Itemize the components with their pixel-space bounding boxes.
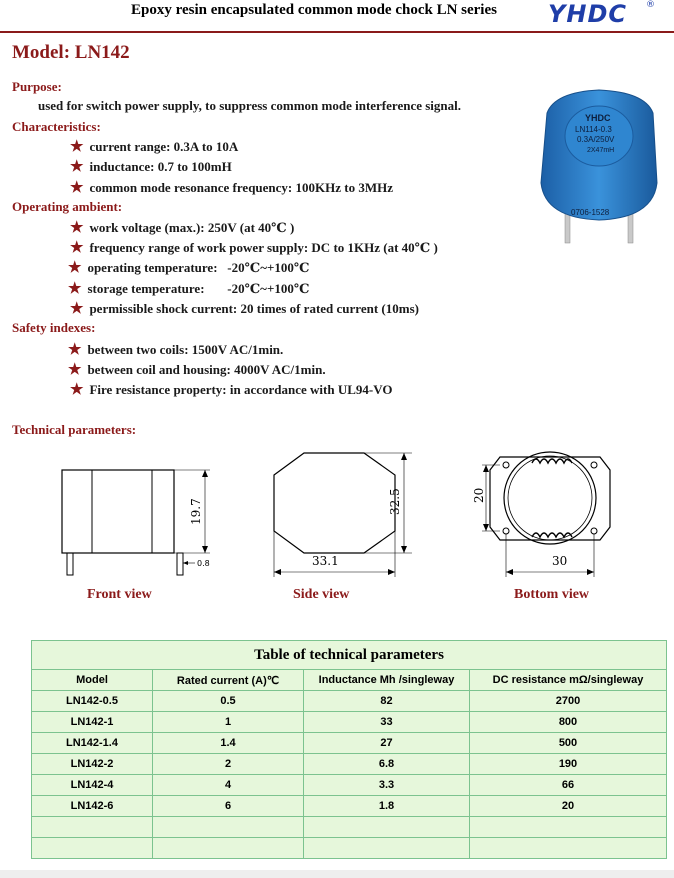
cell-model: LN142-1.4 (32, 733, 153, 754)
star-icon: ★ (70, 159, 84, 175)
bottom-view-caption: Bottom view (514, 587, 590, 602)
cell-current: 2 (153, 754, 304, 775)
photo-date-code: 0706-1528 (571, 208, 610, 217)
cell-resistance: 20 (470, 796, 667, 817)
star-icon: ★ (68, 281, 82, 297)
side-view-caption: Side view (293, 587, 350, 602)
table-row (32, 691, 667, 712)
cell-inductance (304, 817, 470, 838)
cell-resistance: 66 (470, 775, 667, 796)
cell-resistance (470, 817, 667, 838)
operating-heading: Operating ambient: (12, 199, 123, 214)
page-header-title: Epoxy resin encapsulated common mode chock LN series (131, 2, 497, 18)
cell-model: LN142-4 (32, 775, 153, 796)
cell-model (32, 817, 153, 838)
cell-inductance: 27 (304, 733, 470, 754)
column-header: Model (32, 670, 153, 691)
cell-resistance: 2700 (470, 691, 667, 712)
star-icon: ★ (68, 260, 82, 276)
table-row (32, 754, 667, 775)
cell-current: 1.4 (153, 733, 304, 754)
cell-inductance: 6.8 (304, 754, 470, 775)
cell-resistance (470, 838, 667, 859)
characteristics-heading: Characteristics: (12, 119, 101, 134)
list-item: ★ work voltage (max.): 250V (at 40℃ ) (70, 220, 295, 236)
cell-current: 1 (153, 712, 304, 733)
cell-inductance (304, 838, 470, 859)
bottom-width-dimension: 30 (552, 554, 568, 568)
list-item: ★ between coil and housing: 4000V AC/1min. (68, 362, 326, 378)
cell-model: LN142-0.5 (32, 691, 153, 712)
purpose-text: used for switch power supply, to suppress common mode interference signal. (38, 98, 461, 113)
table-row (32, 796, 667, 817)
bottom-height-dimension: 20 (472, 487, 486, 503)
table-row (32, 712, 667, 733)
product-photo (535, 88, 665, 248)
photo-label-rating: 0.3A/250V (577, 135, 615, 144)
model-title: Model: LN142 (12, 42, 130, 63)
purpose-heading: Purpose: (12, 79, 62, 94)
cell-resistance: 190 (470, 754, 667, 775)
star-icon: ★ (70, 180, 84, 196)
star-icon: ★ (68, 362, 82, 378)
list-item: ★ operating temperature: -20℃~+100℃ (68, 260, 310, 276)
front-view-drawing (50, 455, 230, 580)
cell-model: LN142-6 (32, 796, 153, 817)
cell-inductance: 82 (304, 691, 470, 712)
cell-resistance: 500 (470, 733, 667, 754)
safety-heading: Safety indexes: (12, 320, 96, 335)
front-height-dimension: 19.7 (189, 498, 203, 525)
table-row (32, 733, 667, 754)
star-icon: ★ (68, 342, 82, 358)
technical-parameters-table (31, 640, 667, 859)
yhdc-logo: YHDC (548, 0, 627, 28)
list-item: ★ permissible shock current: 20 times of rated current (10ms) (70, 301, 419, 317)
star-icon: ★ (70, 240, 84, 256)
cell-model (32, 838, 153, 859)
cell-inductance: 33 (304, 712, 470, 733)
side-view-drawing (262, 445, 422, 580)
cell-current (153, 838, 304, 859)
list-item: ★ storage temperature: -20℃~+100℃ (68, 281, 310, 297)
table-row (32, 817, 667, 838)
table-header-row (32, 670, 667, 691)
star-icon: ★ (70, 382, 84, 398)
technical-parameters-heading: Technical parameters: (12, 422, 137, 437)
list-item: ★ Fire resistance property: in accordance with UL94-VO (70, 382, 393, 398)
side-height-dimension: 32.5 (388, 488, 402, 515)
star-icon: ★ (70, 301, 84, 317)
list-item: ★ current range: 0.3A to 10A (70, 139, 239, 155)
column-header: DC resistance mΩ/singleway (470, 670, 667, 691)
cell-current: 6 (153, 796, 304, 817)
list-item: ★ between two coils: 1500V AC/1min. (68, 342, 284, 358)
registered-mark: ® (646, 0, 655, 10)
side-width-dimension: 33.1 (312, 554, 339, 568)
star-icon: ★ (70, 220, 84, 236)
list-item: ★ frequency range of work power supply: DC to 1KHz (at 40℃ ) (70, 240, 438, 256)
star-icon: ★ (70, 139, 84, 155)
cell-inductance: 1.8 (304, 796, 470, 817)
table-row (32, 775, 667, 796)
cell-current: 0.5 (153, 691, 304, 712)
list-item: ★ common mode resonance frequency: 100KHz to 3MHz (70, 180, 393, 196)
bottom-view-drawing (470, 445, 630, 580)
bottom-scroll-strip[interactable] (0, 870, 674, 878)
cell-model: LN142-2 (32, 754, 153, 775)
header-divider (0, 31, 674, 33)
front-pin-dimension: 0.8 (197, 559, 210, 568)
column-header: Rated current (A)℃ (153, 670, 304, 691)
cell-inductance: 3.3 (304, 775, 470, 796)
front-view-caption: Front view (87, 587, 152, 602)
photo-label-inductance: 2X47mH (587, 147, 615, 154)
cell-current: 4 (153, 775, 304, 796)
photo-label-brand: YHDC (585, 113, 611, 123)
list-item: ★ inductance: 0.7 to 100mH (70, 159, 232, 175)
cell-model: LN142-1 (32, 712, 153, 733)
cell-resistance: 800 (470, 712, 667, 733)
column-header: Inductance Mh /singleway (304, 670, 470, 691)
cell-current (153, 817, 304, 838)
table-row (32, 838, 667, 859)
photo-label-model: LN114-0.3 (575, 125, 612, 134)
table-title: Table of technical parameters (32, 641, 667, 670)
